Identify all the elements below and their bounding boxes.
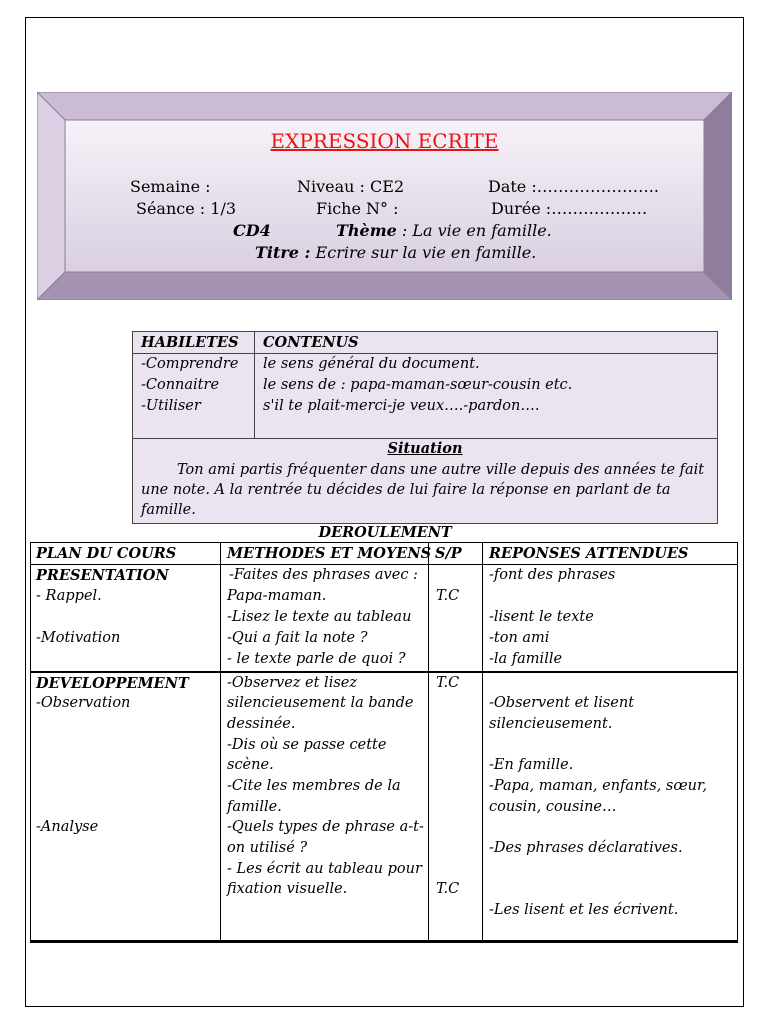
titre-value: Ecrire sur la vie en famille. [310, 243, 537, 262]
header-methodes: METHODES ET MOYENS [227, 545, 432, 562]
skills-table [132, 331, 718, 524]
semaine-label: Semaine : [130, 177, 211, 196]
banner-bevel [37, 92, 732, 300]
method-line: Papa-maman. [227, 588, 327, 604]
titre-line [255, 243, 536, 262]
observation-label: -Observation [36, 695, 131, 711]
section-title: DEROULEMENT [318, 524, 452, 541]
method-line: -Qui a fait la note ? [227, 630, 368, 646]
skill-item: -Comprendre [141, 356, 239, 372]
header-plan: PLAN DU COURS [36, 545, 177, 562]
plan-table [30, 542, 738, 943]
situation-title: Situation [387, 440, 463, 457]
page-title: EXPRESSION ECRITE [270, 129, 499, 153]
method-line: fixation visuelle. [227, 881, 348, 897]
skill-item: -Connaitre [141, 377, 220, 393]
method-line: -Faites des phrases avec : [229, 567, 418, 583]
titre-label: Titre : [255, 243, 311, 262]
header-banner [37, 92, 732, 300]
method-line: famille. [227, 799, 282, 815]
header-reponses: REPONSES ATTENDUES [489, 545, 689, 562]
sp-value: T.C [436, 881, 460, 897]
response-line: -lisent le texte [489, 609, 594, 625]
skill-item: -Utiliser [141, 398, 201, 414]
method-line: -Observez et lisez [227, 675, 357, 691]
method-line: dessinée. [227, 716, 296, 732]
response-line: silencieusement. [489, 716, 613, 732]
content-item: le sens de : papa-maman-sœur-cousin etc. [263, 377, 573, 393]
header-sp: S/P [435, 545, 462, 562]
situation-text: Ton ami partis fréquenter dans une autre ville depuis des années te fait une note. A la rentrée tu décides de lui faire la réponse en parlant de ta famille. [141, 462, 705, 518]
response-line: -font des phrases [489, 567, 616, 583]
fiche-label: Fiche N° : [316, 199, 399, 218]
method-line: silencieusement la bande [227, 695, 414, 711]
content-item: le sens général du document. [263, 356, 480, 372]
method-line: scène. [227, 757, 274, 773]
method-line: on utilisé ? [227, 840, 308, 856]
response-line: -Observent et lisent [489, 695, 635, 711]
motivation-label: -Motivation [36, 630, 121, 646]
method-line: -Cite les membres de la [227, 778, 401, 794]
theme-value: : La vie en famille. [396, 221, 552, 240]
response-line: -Papa, maman, enfants, sœur, [489, 778, 707, 794]
habiletes-header: HABILETES [141, 334, 239, 351]
contenus-header: CONTENUS [263, 334, 359, 351]
developpement-title: DEVELOPPEMENT [36, 675, 189, 692]
method-line: -Quels types de phrase a-t- [227, 819, 424, 835]
theme-label: Thème [336, 221, 397, 240]
presentation-title: PRESENTATION [36, 567, 169, 584]
duree-label: Durée :……………… [491, 199, 648, 218]
cd-label: CD4 [233, 221, 271, 240]
content-item: s'il te plait-merci-je veux….-pardon…. [263, 398, 540, 414]
theme-line [336, 221, 552, 240]
method-line: - le texte parle de quoi ? [227, 651, 406, 667]
date-label: Date :………………….. [488, 177, 659, 196]
response-line: -En famille. [489, 757, 574, 773]
analyse-label: -Analyse [36, 819, 99, 835]
sp-value: T.C [436, 675, 460, 691]
method-line: -Lisez le texte au tableau [227, 609, 412, 625]
response-line: -ton ami [489, 630, 550, 646]
method-line: - Les écrit au tableau pour [227, 861, 422, 877]
response-line: -Les lisent et les écrivent. [489, 902, 679, 918]
response-line: cousin, cousine… [489, 799, 617, 815]
rappel-label: - Rappel. [36, 588, 102, 604]
niveau-label: Niveau : CE2 [297, 177, 405, 196]
response-line: -la famille [489, 651, 563, 667]
sp-value: T.C [436, 588, 460, 604]
method-line: -Dis où se passe cette [227, 737, 387, 753]
response-line: -Des phrases déclaratives. [489, 840, 683, 856]
seance-label: Séance : 1/3 [136, 199, 237, 218]
